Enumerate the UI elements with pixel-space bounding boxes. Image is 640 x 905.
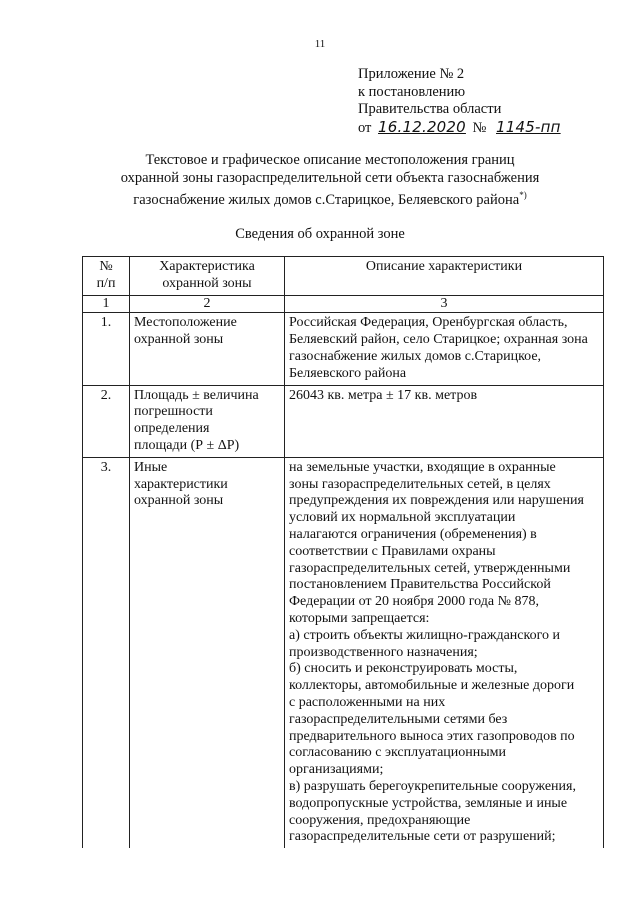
row-description — [285, 385, 604, 457]
header-num-line-2: п/п — [96, 275, 116, 291]
header-description: Описание характеристики — [285, 257, 604, 296]
characteristic-line: площади (Р ± ΔР) — [134, 437, 240, 453]
header-char-line-1: Характеристика — [159, 259, 255, 274]
description-line: предварительного выноса этих газопроводов по — [289, 728, 575, 744]
document-title — [60, 152, 600, 209]
description-line: Беляевский район, село Старицкое; охранная зона — [289, 332, 588, 348]
row-number: 1. — [83, 313, 130, 385]
index-row — [83, 295, 604, 313]
row-characteristic — [130, 313, 285, 385]
header-num — [83, 257, 130, 296]
description-line: соответствии с Правилами охраны — [289, 543, 496, 559]
description-line: организациями; — [289, 762, 384, 778]
title-line-3 — [60, 187, 600, 209]
section-subtitle: Сведения об охранной зоне — [235, 226, 405, 242]
description-line: которыми запрещается: — [289, 610, 430, 626]
description-line: б) сносить и реконструировать мосты, — [289, 661, 518, 677]
header-row — [83, 257, 604, 296]
characteristic-line: погрешности — [134, 404, 213, 420]
characteristic-line: Иные — [134, 459, 168, 475]
title-line-3-text: газоснабжение жилых домов с.Старицкое, Беляевского района — [133, 191, 520, 208]
characteristic-line: охранной зоны — [134, 332, 224, 348]
title-line-1: Текстовое и графическое описание местоположения границ — [145, 152, 515, 168]
appendix-date-line — [358, 119, 561, 138]
page-number: 11 — [314, 38, 326, 50]
description-line: а) строить объекты жилищно-гражданского и — [289, 627, 560, 643]
description-line: газораспределительные сети от разрушений; — [289, 829, 556, 845]
handwritten-number: 1145-пп — [496, 117, 561, 136]
description-line: газоснабжение жилых домов с.Старицкое, — [289, 348, 542, 364]
footnote-mark: *) — [519, 190, 527, 200]
description-line: постановлением Правительства Российской — [289, 577, 551, 593]
from-prefix: от — [358, 119, 372, 136]
table-row — [83, 385, 604, 457]
appendix-line-1: Приложение № 2 — [358, 66, 465, 82]
row-characteristic — [130, 457, 285, 848]
description-line: производственного назначения; — [289, 644, 478, 660]
row-number: 3. — [83, 457, 130, 848]
characteristic-line: характеристики — [134, 476, 228, 492]
table-row — [83, 457, 604, 848]
description-line: газораспределительных сетей, утвержденными — [289, 560, 571, 576]
description-line: Федерации от 20 ноября 2000 года № 878, — [289, 594, 539, 610]
row-description — [285, 457, 604, 848]
table-row — [83, 313, 604, 385]
characteristic-line: Местоположение — [134, 315, 237, 331]
characteristic-line: определения — [134, 421, 210, 437]
description-line: с расположенными на них — [289, 694, 446, 710]
characteristic-line: Площадь ± величина — [134, 387, 259, 403]
description-line: условий их нормальной эксплуатации — [289, 510, 516, 526]
description-line: газораспределительными сетями без — [289, 711, 508, 727]
header-characteristic — [130, 257, 285, 296]
description-line: Российская Федерация, Оренбургская область, — [289, 315, 568, 331]
description-line: Беляевского района — [289, 365, 407, 381]
index-cell: 3 — [285, 295, 604, 313]
header-char-line-2: охранной зоны — [162, 275, 252, 291]
zone-info-table — [82, 256, 604, 848]
description-line: предупреждения их повреждения или нарушения — [289, 493, 584, 509]
index-cell: 2 — [130, 295, 285, 313]
description-line: коллекторы, автомобильные и железные дороги — [289, 678, 575, 694]
table-body — [83, 313, 604, 848]
characteristic-line: охранной зоны — [134, 493, 224, 509]
row-number: 2. — [83, 385, 130, 457]
description-line: на земельные участки, входящие в охранные — [289, 459, 556, 475]
appendix-line-2: к постановлению — [358, 83, 466, 100]
description-line: налагаются ограничения (обременения) в — [289, 526, 537, 542]
number-sign: № — [472, 119, 487, 136]
handwritten-date: 16.12.2020 — [378, 117, 466, 136]
row-description — [285, 313, 604, 385]
appendix-block — [358, 66, 561, 137]
appendix-line-3: Правительства области — [358, 101, 502, 117]
description-line: 26043 кв. метра ± 17 кв. метров — [289, 387, 478, 403]
description-line: в) разрушать берегоукрепительные сооружения, — [289, 778, 576, 794]
header-num-line-1: № — [99, 259, 113, 274]
description-line: зоны газораспределительных сетей, в целях — [289, 476, 551, 492]
description-line: водопропускные устройства, земляные и иные — [289, 795, 568, 811]
row-characteristic — [130, 385, 285, 457]
description-line: сооружения, предохраняющие — [289, 812, 471, 828]
title-line-2: охранной зоны газораспределительной сети объекта газоснабжения — [120, 169, 540, 186]
index-cell: 1 — [83, 295, 130, 313]
description-line: согласованию с эксплуатационными — [289, 745, 507, 761]
